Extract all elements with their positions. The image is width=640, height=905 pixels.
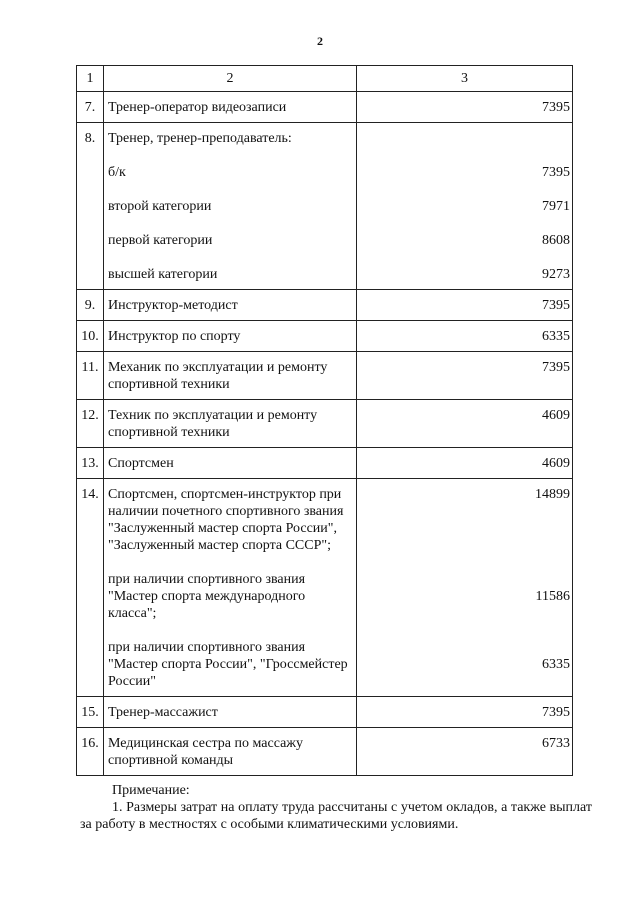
table-row bbox=[77, 290, 573, 321]
cost-value: 7395 bbox=[542, 165, 570, 180]
position-name: Тренер-оператор видеозаписи bbox=[104, 92, 357, 123]
row-number: 15. bbox=[77, 697, 104, 728]
cost-value: 4609 bbox=[357, 400, 573, 448]
cost-value-group bbox=[357, 123, 573, 290]
category-name: первой категории bbox=[108, 233, 213, 248]
cost-value: 7395 bbox=[357, 92, 573, 123]
page-number: 2 bbox=[317, 34, 323, 48]
position-name-group bbox=[104, 123, 357, 290]
table-row bbox=[77, 400, 573, 448]
note-text: 1. Размеры затрат на оплату труда рассчитаны с учетом окладов, а также выплат за работу в местностях с особыми климатическими условиями. bbox=[80, 800, 592, 832]
row-number: 8. bbox=[77, 123, 104, 290]
position-name: Тренер-массажист bbox=[104, 697, 357, 728]
table-row bbox=[77, 728, 573, 776]
position-name: при наличии спортивного звания "Мастер спорта международного класса"; bbox=[108, 572, 306, 621]
row-number: 11. bbox=[77, 352, 104, 400]
header-cell: 3 bbox=[357, 66, 573, 92]
cost-value: 6335 bbox=[357, 321, 573, 352]
header-cell: 1 bbox=[77, 66, 104, 92]
cost-value: 7971 bbox=[542, 199, 570, 214]
row-number: 9. bbox=[77, 290, 104, 321]
cost-value: 14899 bbox=[535, 487, 570, 502]
row-number: 12. bbox=[77, 400, 104, 448]
position-name: Техник по эксплуатации и ремонту спортивной техники bbox=[104, 400, 357, 448]
table-row bbox=[77, 352, 573, 400]
position-name: Инструктор-методист bbox=[104, 290, 357, 321]
cost-value: 8608 bbox=[542, 233, 570, 248]
table-row bbox=[77, 479, 573, 697]
rates-table bbox=[76, 65, 573, 776]
row-number: 16. bbox=[77, 728, 104, 776]
cost-value-group bbox=[357, 479, 573, 697]
category-name: второй категории bbox=[108, 199, 212, 214]
cost-value: 6335 bbox=[542, 657, 570, 672]
note-title: Примечание: bbox=[112, 783, 190, 798]
position-name: Спортсмен bbox=[104, 448, 357, 479]
note-section bbox=[80, 782, 592, 833]
table-row bbox=[77, 92, 573, 123]
table-row bbox=[77, 448, 573, 479]
position-name: Медицинская сестра по массажу спортивной команды bbox=[104, 728, 357, 776]
position-name: Тренер, тренер-преподаватель: bbox=[108, 131, 292, 146]
cost-value: 7395 bbox=[357, 352, 573, 400]
category-name: высшей категории bbox=[108, 267, 218, 282]
row-number: 14. bbox=[77, 479, 104, 697]
position-name: Инструктор по спорту bbox=[104, 321, 357, 352]
table-header-row bbox=[77, 66, 573, 92]
table-row bbox=[77, 123, 573, 290]
header-cell: 2 bbox=[104, 66, 357, 92]
table-row bbox=[77, 321, 573, 352]
cost-value: 7395 bbox=[357, 697, 573, 728]
cost-value: 11586 bbox=[535, 589, 570, 604]
category-name: б/к bbox=[108, 165, 126, 180]
cost-value: 4609 bbox=[357, 448, 573, 479]
table-row bbox=[77, 697, 573, 728]
row-number: 13. bbox=[77, 448, 104, 479]
row-number: 7. bbox=[77, 92, 104, 123]
position-name: Спортсмен, спортсмен-инструктор при наличии почетного спортивного звания "Заслуженный мастер спорта России", "Заслуженный мастер спорта СССР"; bbox=[108, 487, 344, 553]
row-number: 10. bbox=[77, 321, 104, 352]
position-name: Механик по эксплуатации и ремонту спортивной техники bbox=[104, 352, 357, 400]
cost-value: 9273 bbox=[542, 267, 570, 282]
position-name: при наличии спортивного звания "Мастер спорта России", "Гроссмейстер России" bbox=[108, 640, 348, 689]
cost-value: 7395 bbox=[357, 290, 573, 321]
cost-value: 6733 bbox=[357, 728, 573, 776]
position-name-group bbox=[104, 479, 357, 697]
